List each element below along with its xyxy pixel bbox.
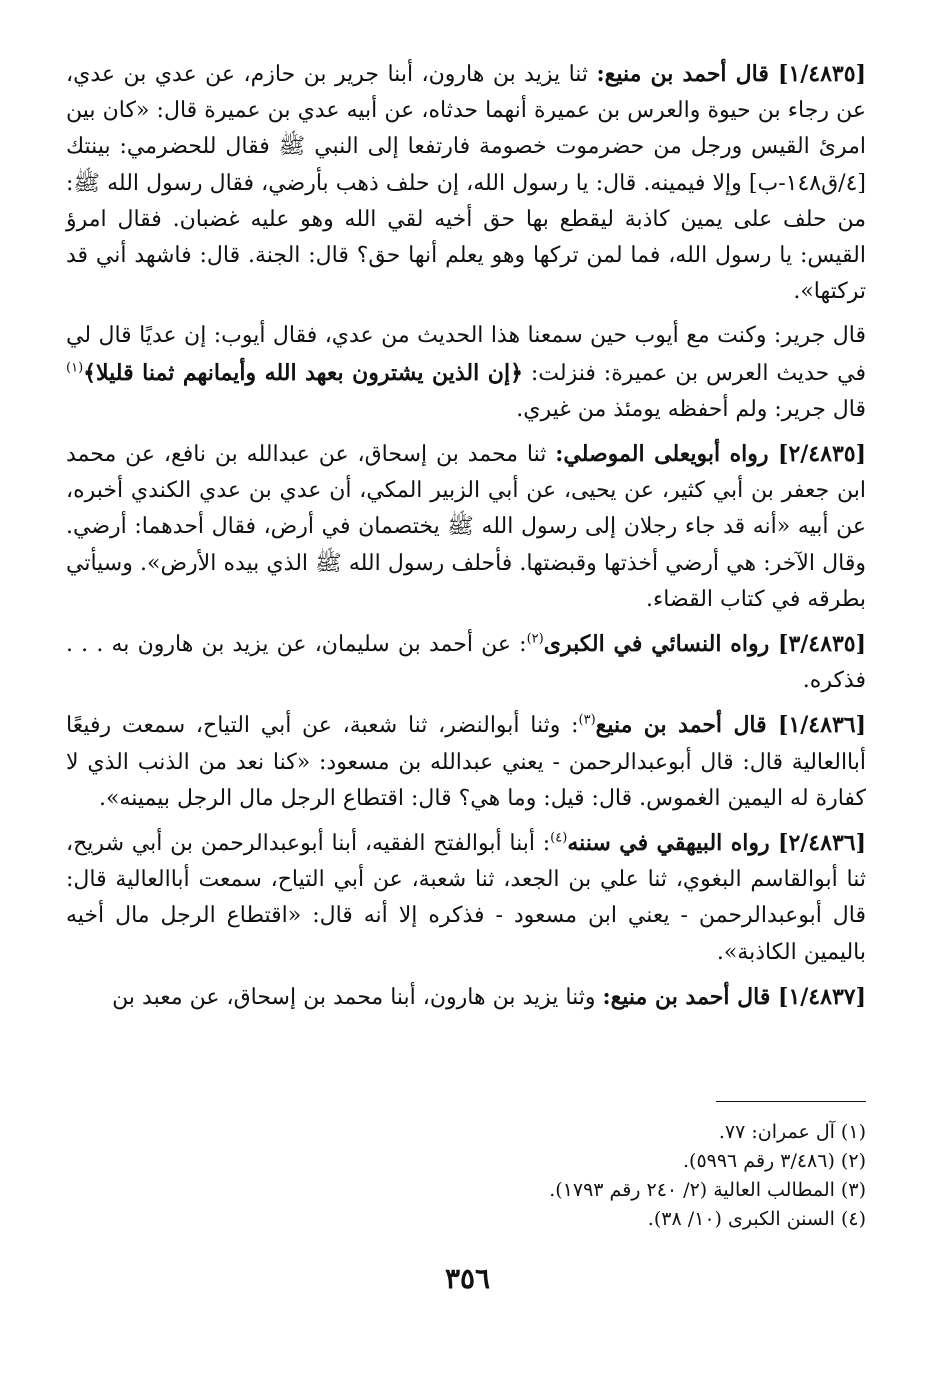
quran-verse: ﴿إن الذين يشترون بعهد الله وأيمانهم ثمنا قليلا﴾ [83,359,523,386]
footnote: (٢) (٣/٤٨٦ رقم ٥٩٩٦). [682,1150,866,1172]
narrator-note-paragraph [66,318,866,428]
hadith-paragraph [66,825,866,971]
hadith-paragraph [66,436,866,618]
hadith-text: ثنا محمد بن إسحاق، عن عبدالله بن نافع، عن محمد ابن جعفر بن أبي كثير، عن يحيى، عن أبي الزبير المكي، أن عدي بن عدي الكندي أخبره، عن أبيه «أنه قد جاء رجلان إلى رسول الله ﷺ يختصمان في أرض، فقال أحدهما: أرضي. وقال الآخر: هي أرضي أخذتها وقبضتها. فأحلف رسول الله ﷺ الذي بيده الأرض». وسيأتي بطرقه في كتاب القضاء. [66,442,866,612]
hadith-paragraph [66,979,866,1016]
footnote: (١) آل عمران: ٧٧. [718,1121,866,1143]
hadith-text: قال جرير: وكنت مع أيوب حين سمعنا هذا الحديث من عدي، فقال أيوب: إن عديًا قال لي في حديث العرس بن عميرة: فنزلت: [66,323,866,386]
hadith-text: : أبنا أبوالفتح الفقيه، أبنا أبوعبدالرحمن بن أبي شريح، ثنا أبوالقاسم البغوي، ثنا علي بن الجعد، ثنا شعبة، عن أبي التياح، سمعت أباالعالية قال: قال أبوعبدالرحمن - يعني ابن مسعود - فذكره إلا أنه قال: «اقتطاع الرجل مال أخيه باليمين الكاذبة». [66,831,866,965]
hadith-reference: [٣/٤٨٣٥] رواه النسائي في الكبرى [543,631,866,658]
hadith-paragraph [66,707,866,817]
footnote-marker: (٤) [550,830,568,846]
hadith-reference: [١/٤٨٣٥] قال أحمد بن منيع: [596,61,866,87]
footnote-divider [716,1101,866,1102]
page-body [66,56,866,1024]
hadith-reference: [١/٤٨٣٦] قال أحمد بن منيع [595,712,866,739]
hadith-paragraph [66,56,866,310]
footnote-marker: (٣) [578,713,596,729]
hadith-text: : وثنا أبوالنضر، ثنا شعبة، عن أبي التياح، سمعت رفيعًا أباالعالية قال: قال أبوعبدالرحمن - يعني عبدالله بن مسعود: «كنا نعد من الذنب الذي لا كفارة له اليمين الغموس. قال: قيل: وما هي؟ قال: اقتطاع الرجل مال الرجل بيمينه». [66,713,866,811]
page-number: ٣٥٦ [444,1262,491,1295]
footnote-marker: (٢) [526,631,544,647]
hadith-text: ثنا يزيد بن هارون، أبنا جرير بن حازم، عن عدي بن عدي، عن رجاء بن حيوة والعرس بن عميرة أنهما حدثاه، عن أبيه عدي بن عميرة قال: «كان بين امرئ القيس ورجل من حضرموت خصومة فارتفعا إلى النبي ﷺ فقال للحضرمي: بينتك [٤/ق١٤٨-ب] وإلا فيمينه. قال: يا رسول الله، إن حلف ذهب بأرضي، فقال رسول الله ﷺ: من حلف على يمين كاذبة ليقطع بها حق أخيه لقي الله وهو عليه غضبان. فقال امرؤ القيس: يا رسول الله، فما لمن تركها وهو يعلم أنها حق؟ قال: الجنة. قال: فاشهد أني قد تركتها». [66,62,866,305]
footnote: (٤) السنن الكبرى (١٠/ ٣٨). [647,1208,866,1230]
hadith-text: قال جرير: ولم أحفظه يومئذ من غيري. [516,396,866,422]
hadith-paragraph [66,626,866,699]
hadith-reference: [٢/٤٨٣٥] رواه أبويعلى الموصلي: [555,441,866,468]
hadith-text: : عن أحمد بن سليمان، عن يزيد بن هارون به . . . فذكره. [66,632,866,694]
hadith-reference: [١/٤٨٣٧] قال أحمد بن منيع: [602,983,866,1010]
hadith-text: وثنا يزيد بن هارون، أبنا محمد بن إسحاق، عن معبد بن [112,984,603,1010]
footnotes [86,1118,866,1234]
footnote: (٣) المطالب العالية (٢/ ٢٤٠ رقم ١٧٩٣). [549,1179,866,1201]
hadith-reference: [٢/٤٨٣٦] رواه البيهقي في سننه [567,830,866,857]
footnote-marker: (١) [66,360,84,376]
